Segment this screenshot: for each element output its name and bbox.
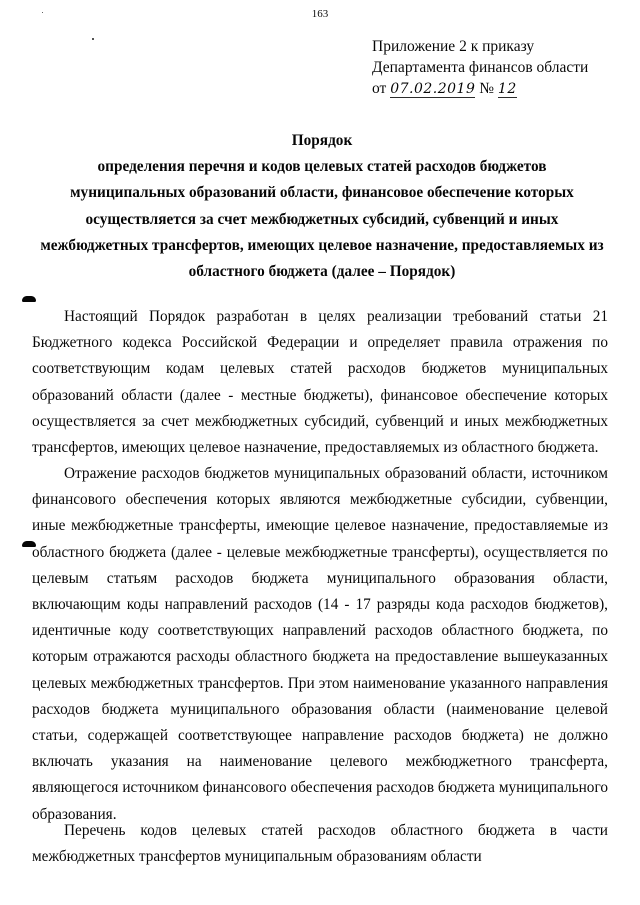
appendix-line-2: Департамента финансов области [372, 59, 589, 76]
number-label: № [479, 80, 495, 97]
paragraph-text: Перечень кодов целевых статей расходов областного бюджета в части межбюджетных трансфертов муниципальным образованиям области [32, 822, 608, 866]
appendix-line-1: Приложение 2 к приказу [372, 38, 535, 55]
paragraph-3 [32, 818, 608, 870]
page-number: 163 [311, 8, 329, 20]
title-line: областного бюджета (далее – Порядок) [188, 263, 456, 281]
appendix-header [372, 36, 622, 100]
title-line: осуществляется за счет межбюджетных субсидий, субвенций и иных [85, 210, 559, 228]
scan-dot [92, 38, 94, 40]
date-prefix: от [372, 80, 387, 97]
handwritten-number: 12 [497, 81, 517, 97]
paragraph-text: Отражение расходов бюджетов муниципальных образований области, источником финансового обеспечения которых являются межбюджетные субсидии, субвенции, иные межбюджетные трансферты, имеющие целевое назначение, предоставляемые из областного бюджета (далее - целевые межбюджетные трансферты), осуществляется по целевым статьям расходов бюджета муниципального образования области, включающим коды направлений расходов (14 - 17 разряды кода расходов бюджетов), идентичные коду соответствующих направлений расходов областного бюджета, по которым отражаются расходы областного бюджета на предоставление вышеуказанных целевых межбюджетных трансфертов. При этом наименование указанного направления расходов бюджета муниципального образования области (наименование целевой статьи, содержащей соответствующее направление расходов бюджета) не должно включать указания на наименование целевого межбюджетного трансферта, являющегося источником финансового обеспечения расходов бюджета муниципального образования. [32, 465, 608, 823]
paragraph-2 [32, 461, 608, 828]
title-line: определения перечня и кодов целевых статей расходов бюджетов [97, 158, 547, 176]
appendix-line-3 [372, 78, 622, 100]
paragraph-1 [32, 304, 608, 461]
title-line: межбюджетных трансфертов, имеющих целевое назначение, предоставляемых из [40, 236, 604, 254]
document-title [32, 128, 612, 285]
paragraph-text: Настоящий Порядок разработан в целях реализации требований статьи 21 Бюджетного кодекса Российской Федерации и определяет правила отражения по соответствующим кодам целевых статей расходов бюджетов муниципальных образований области (далее - местные бюджеты), финансовое обеспечение которых осуществляется за счет межбюджетных субсидий, субвенций и иных межбюджетных трансфертов, имеющих целевое назначение, предоставляемых из областного бюджета. [32, 308, 608, 457]
handwritten-date: 07.02.2019 [390, 81, 476, 97]
scan-mark [22, 296, 36, 302]
title-line: Порядок [291, 132, 353, 149]
title-line: муниципальных образований области, финансовое обеспечение которых [70, 184, 574, 202]
